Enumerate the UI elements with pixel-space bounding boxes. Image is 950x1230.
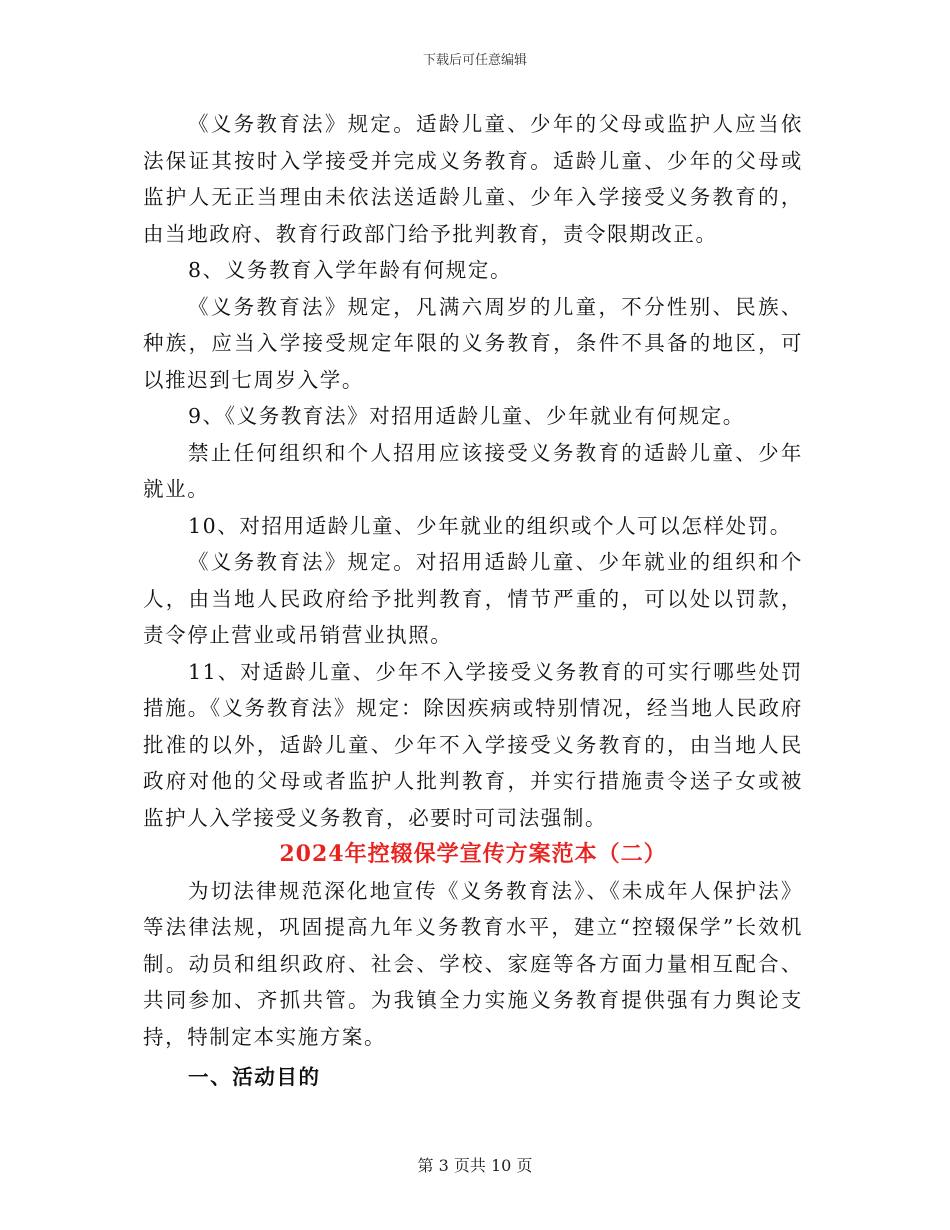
intro-paragraph: 为切法律规范深化地宣传《义务教育法》、《未成年人保护法》等法律法规，巩固提高九年义务教育水平，建立“控辍保学”长效机制。动员和组织政府、社会、学校、家庭等各方面力量相互配合、共同参加、齐抓共管。为我镇全力实施义务教育提供强有力舆论支持，特制定本实施方案。 (143, 878, 803, 1049)
page-header: 下载后可任意编辑 (422, 53, 527, 68)
question-11: 11、对适龄儿童、少年不入学接受义务教育的可实行哪些处罚措施。《义务教育法》规定：除因疾病或特别情况，经当地人民政府批准的以外，适龄儿童、少年不入学接受义务教育的，由当地人民政府对他的父母或者监护人批判教育，并实行措施责令送子女或被监护人入学接受义务教育，必要时可司法强制。 (143, 659, 803, 830)
question-10: 10、对招用适龄儿童、少年就业的组织或个人可以怎样处罚。 (188, 513, 792, 538)
subheading-activity-purpose: 一、活动目的 (188, 1065, 321, 1089)
answer-9: 禁止任何组织和个人招用应该接受义务教育的适龄儿童、少年就业。 (143, 440, 803, 501)
answer-10: 《义务教育法》规定。对招用适龄儿童、少年就业的组织和个人，由当地人民政府给予批判教育，情节严重的，可以处以罚款，责令停止营业或吊销营业执照。 (143, 550, 803, 647)
document-body (143, 106, 803, 1096)
paragraph-guardian-duty: 《义务教育法》规定。适龄儿童、少年的父母或监护人应当依法保证其按时入学接受并完成义务教育。适龄儿童、少年的父母或监护人无正当理由未依法送适龄儿童、少年入学接受义务教育的，由当地政府、教育行政部门给予批判教育，责令限期改正。 (143, 112, 803, 246)
question-8: 8、义务教育入学年龄有何规定。 (188, 258, 513, 282)
page-footer: 第 3 页共 10 页 (417, 1156, 533, 1175)
question-9: 9、《义务教育法》对招用适龄儿童、少年就业有何规定。 (188, 404, 745, 428)
section-title: 2024年控辍保学宣传方案范本（二） (279, 841, 667, 867)
answer-8: 《义务教育法》规定，凡满六周岁的儿童，不分性别、民族、种族，应当入学接受规定年限的义务教育，条件不具备的地区，可以推迟到七周岁入学。 (143, 294, 803, 392)
